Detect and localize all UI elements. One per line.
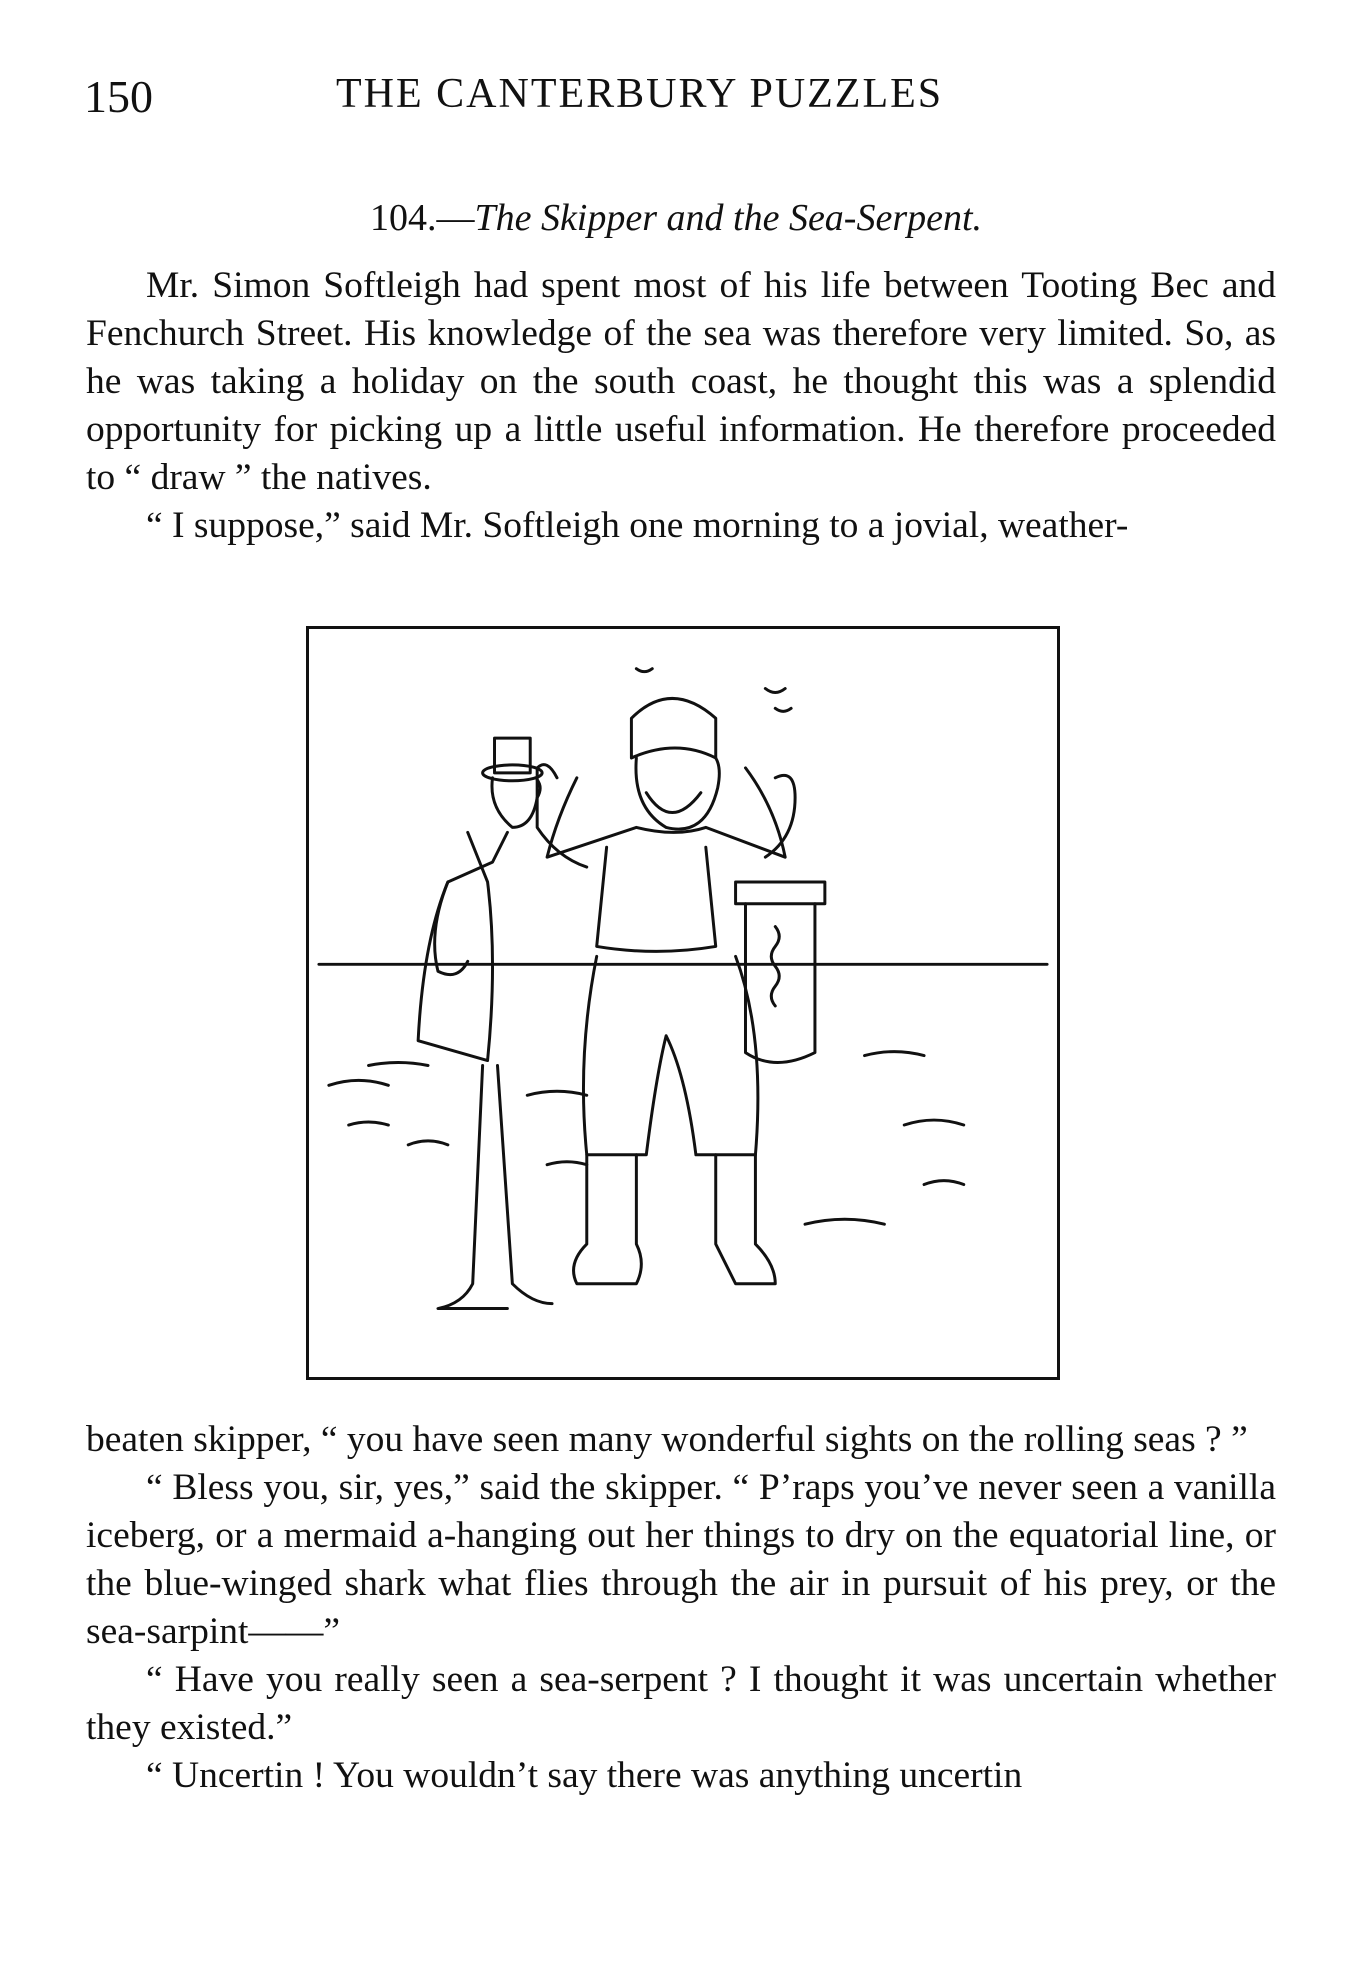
section-title: The Skipper and the Sea-Serpent. [474,197,983,239]
paragraph: “ Uncertin ! You wouldn’t say there was anything uncertin [146,1755,1023,1796]
section-heading [0,196,1352,240]
page-number: 150 [84,71,153,122]
body-text-bottom [86,1416,1276,1800]
paragraph: Mr. Simon Softleigh had spent most of his life between Tooting Bec and Fenchurch Street. His knowledge of the sea was therefore very limited. So, as he was taking a holiday on the south coast, he thought this was a splendid opportunity for picking up a little useful information. He therefore proceeded to “ draw ” the natives. [86,265,1276,498]
page-header [84,70,1274,130]
illustration-skipper-and-softleigh [306,626,1060,1380]
paragraph: beaten skipper, “ you have seen many wonderful sights on the rolling seas ? ” [86,1419,1248,1460]
section-number: 104.— [369,197,475,239]
running-title: THE CANTERBURY PUZZLES [336,71,944,117]
paragraph: “ Have you really seen a sea-serpent ? I thought it was uncertain whether they existed.” [86,1659,1276,1748]
body-text-top [86,262,1276,550]
paragraph: “ Bless you, sir, yes,” said the skipper. “ P’raps you’ve never seen a vanilla iceberg, or a mermaid a-hanging out her things to dry on the equatorial line, or the blue-winged shark what flies through the air in pursuit of his prey, or the sea-sarpint——” [86,1467,1276,1652]
paragraph: “ I suppose,” said Mr. Softleigh one morning to a jovial, weather- [146,505,1129,546]
